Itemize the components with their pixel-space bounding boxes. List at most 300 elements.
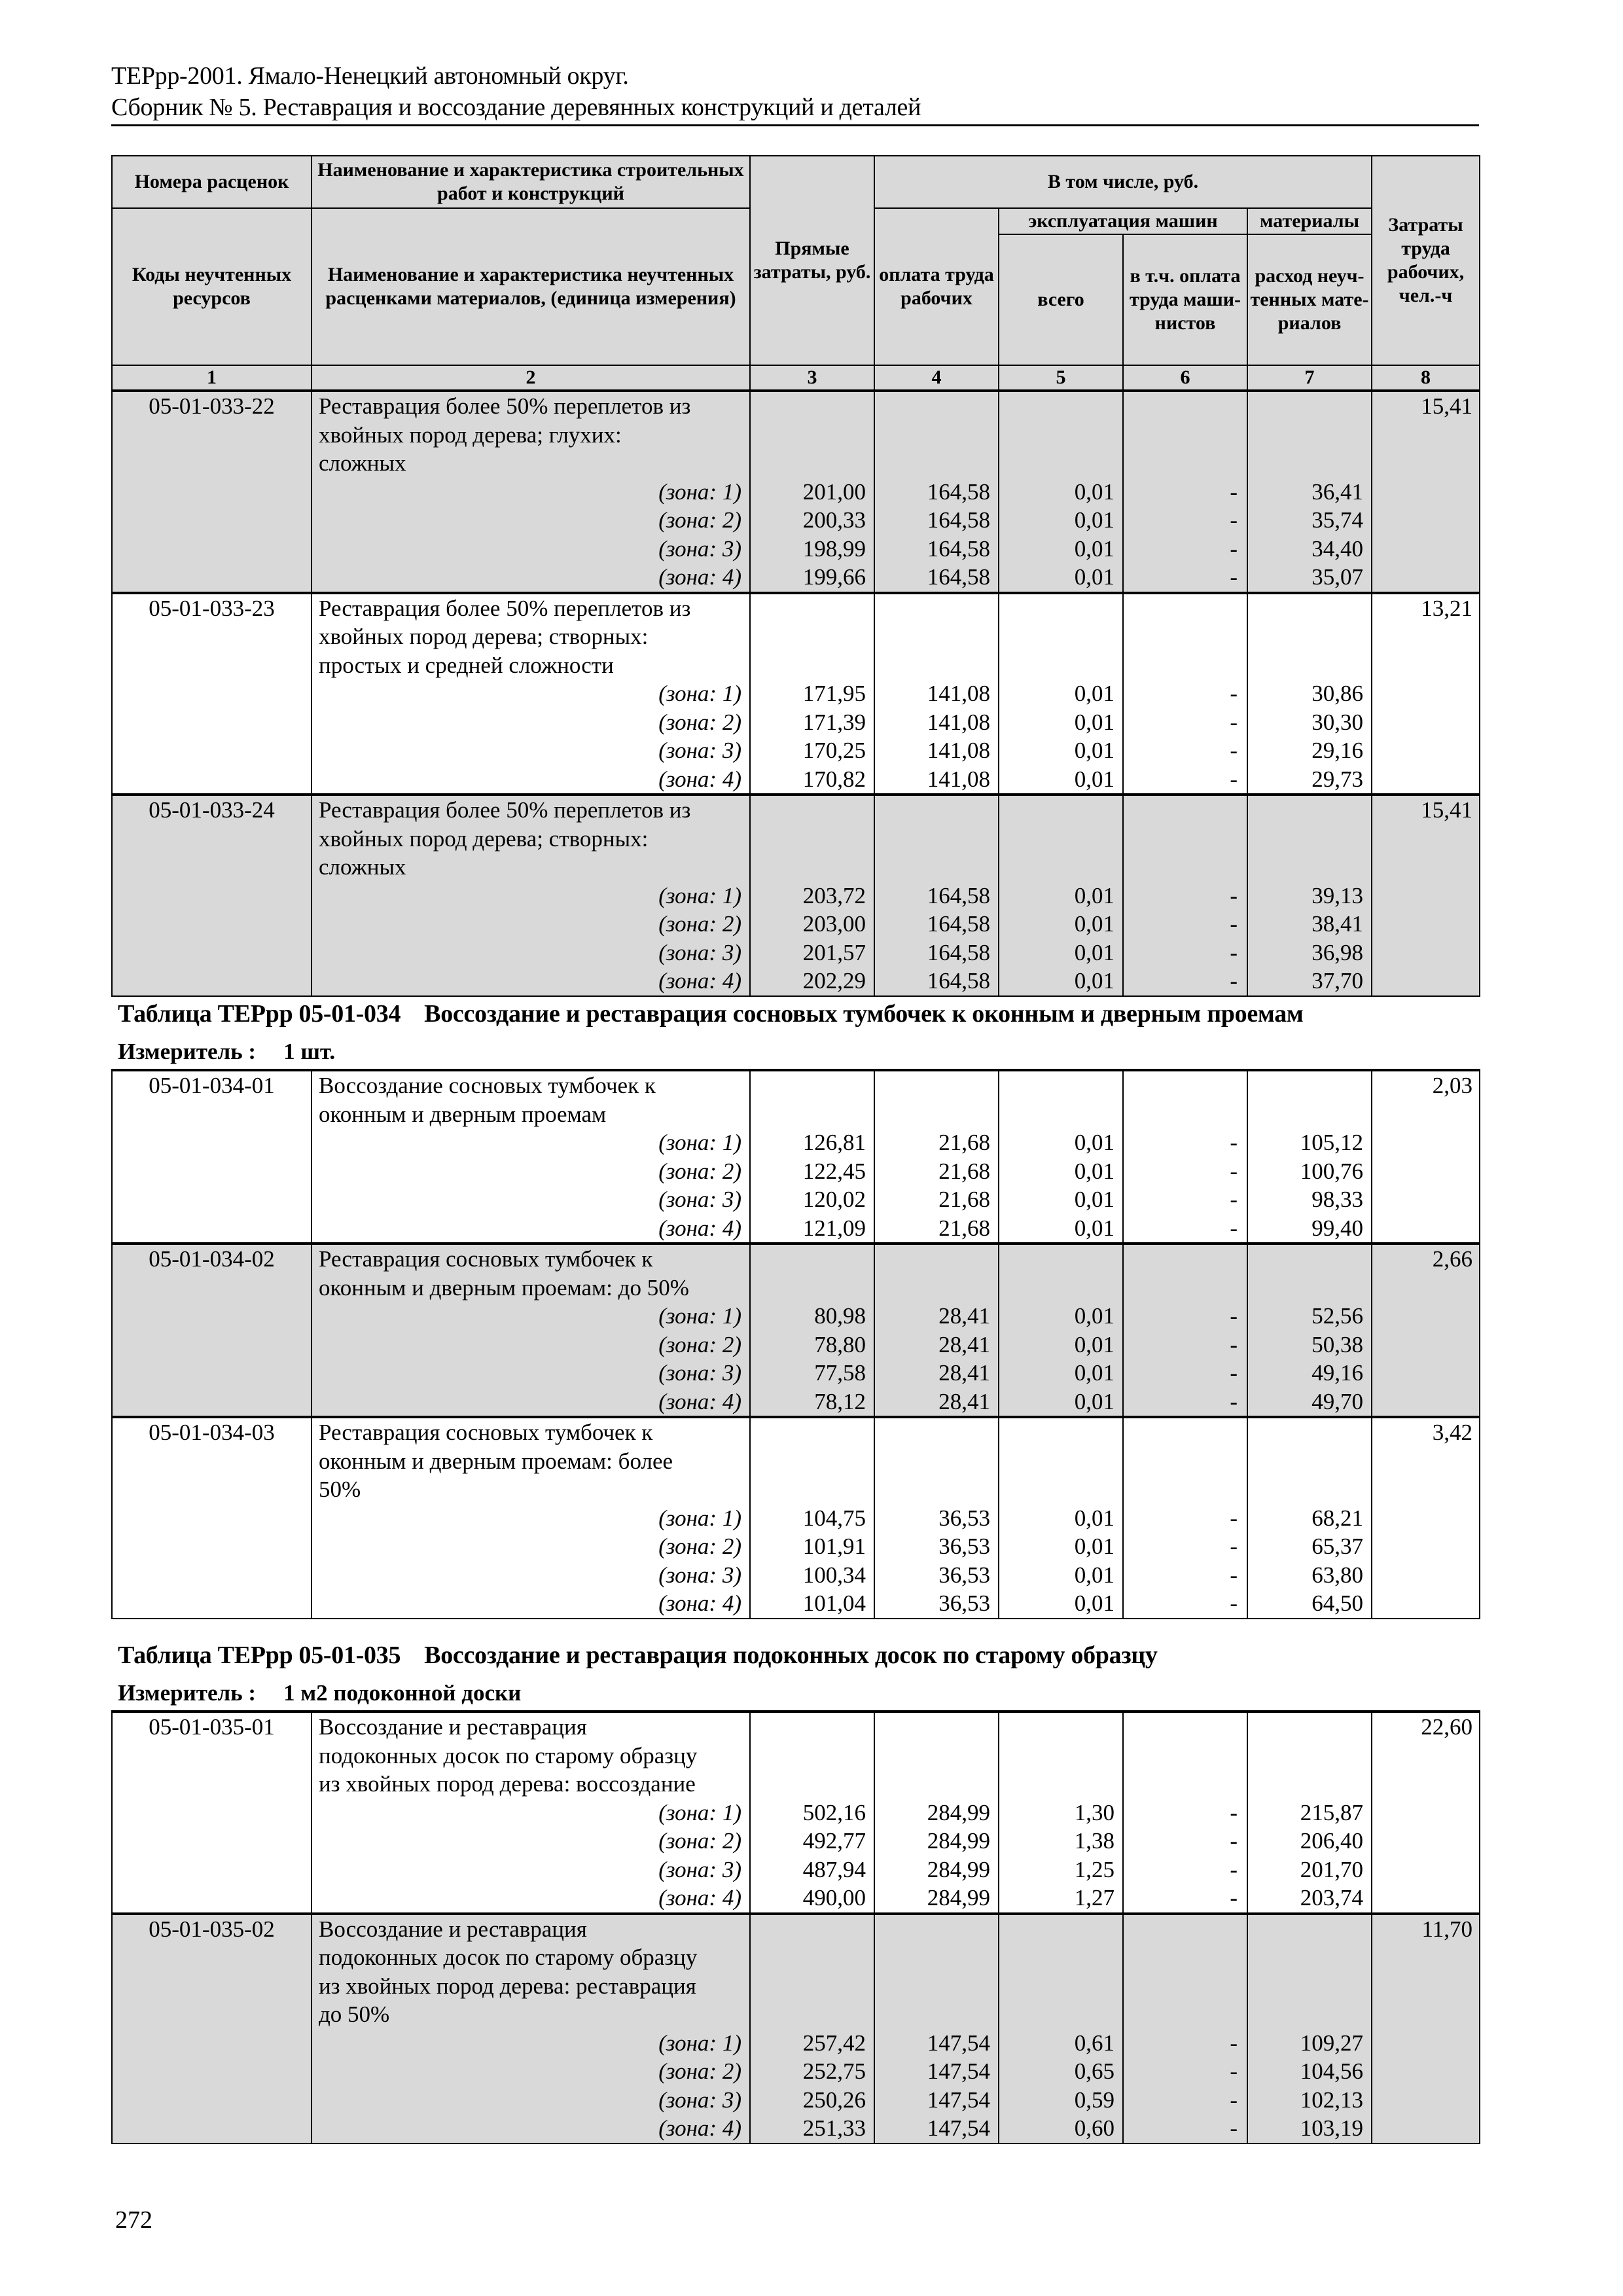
spacer [1124, 421, 1247, 450]
worker-pay-lines [875, 1071, 998, 1242]
spacer [875, 651, 998, 680]
materials-cell [1247, 1712, 1372, 1914]
spacer [875, 1274, 998, 1302]
materials-value: 206,40 [1300, 1828, 1363, 1854]
spacer [875, 1418, 998, 1447]
rate-code: 05-01-034-01 [149, 1073, 275, 1098]
materials-lines [1248, 1713, 1371, 1912]
direct-costs-value: 198,99 [802, 535, 866, 562]
spacer [1372, 421, 1479, 450]
machines-total-lines [999, 796, 1122, 996]
spacer [1372, 1742, 1479, 1770]
machines-total-value: 0,01 [1074, 738, 1115, 763]
collection-title: Сборник № 5. Реставрация и воссоздание деревянных конструкций и деталей [111, 94, 921, 121]
rate-description-cell [312, 593, 750, 795]
worker-pay-value: 28,41 [938, 1331, 990, 1357]
direct-costs-value: 490,00 [802, 1885, 866, 1910]
machinist-pay-value: - [1230, 2058, 1238, 2084]
spacer [1124, 1915, 1247, 1944]
spacer [1372, 1475, 1479, 1504]
machinist-pay-lines [1124, 392, 1247, 592]
spacer [1248, 1418, 1371, 1447]
spacer [1248, 1943, 1371, 1972]
rate-description-lines [312, 1713, 749, 1912]
rate-code-cell [112, 1244, 312, 1417]
spacer [875, 1770, 998, 1799]
spacer [1372, 1274, 1479, 1302]
spacer [875, 449, 998, 478]
direct-costs-cell [750, 795, 874, 996]
table-row [112, 1712, 1480, 1914]
rate-code: 05-01-034-02 [149, 1246, 275, 1272]
direct-costs-lines [751, 1418, 874, 1618]
description-line: Реставрация сосновых тумбочек к [319, 1420, 653, 1445]
description-line: хвойных пород дерева; створных: [319, 825, 649, 852]
rate-code-lines [113, 392, 311, 592]
machinist-pay-value: - [1230, 507, 1238, 533]
spacer [1372, 478, 1479, 507]
spacer [875, 1447, 998, 1476]
direct-costs-lines [751, 796, 874, 996]
spacer [113, 1943, 311, 1972]
spacer [1248, 449, 1371, 478]
table-row [112, 1914, 1480, 2144]
rate-description-lines [312, 796, 749, 996]
spacer [1372, 622, 1479, 651]
labor-cost-lines [1372, 594, 1479, 794]
rate-code: 05-01-033-23 [149, 595, 275, 621]
measure-value: 1 шт. [283, 1039, 336, 1064]
spacer [1124, 1770, 1247, 1799]
header-machines-total: всего [999, 234, 1123, 365]
rate-description-lines [312, 392, 749, 592]
description-line: из хвойных пород дерева: воссоздание [319, 1771, 696, 1797]
machines-total-value: 0,01 [1074, 681, 1115, 706]
spacer [1124, 1100, 1247, 1129]
spacer [999, 1475, 1122, 1504]
machines-total-value: 0,01 [1074, 766, 1115, 792]
table-header [112, 156, 1480, 391]
table-row [112, 1070, 1480, 1244]
spacer [113, 1388, 311, 1416]
rate-code-cell [112, 593, 312, 795]
machinist-pay-value: - [1230, 709, 1238, 735]
worker-pay-lines [875, 1418, 998, 1618]
spacer [751, 1770, 874, 1799]
machinist-pay-cell [1123, 795, 1247, 996]
description-line: хвойных пород дерева; створных: [319, 624, 649, 649]
description-line: подоконных досок по старому образцу [319, 1945, 698, 1970]
table-row [112, 795, 1480, 996]
machinist-pay-cell [1123, 1712, 1247, 1914]
spacer [875, 421, 998, 450]
materials-cell [1247, 795, 1372, 996]
direct-costs-cell [750, 593, 874, 795]
zone-label: (зона: 4) [658, 564, 741, 590]
direct-costs-lines [751, 1915, 874, 2143]
machines-total-lines [999, 1245, 1122, 1416]
spacer [1372, 1100, 1479, 1129]
materials-value: 63,80 [1311, 1562, 1363, 1588]
labor-cost-value: 11,70 [1421, 1916, 1472, 1942]
spacer [1124, 853, 1247, 882]
spacer [1124, 1972, 1247, 2001]
column-number: 1 [112, 365, 312, 391]
worker-pay-cell [874, 1914, 999, 2144]
description-line: из хвойных пород дерева: реставрация [319, 1973, 696, 1999]
worker-pay-value: 147,54 [927, 2058, 990, 2084]
spacer [1124, 1475, 1247, 1504]
header-resource-codes: Коды неучтенных ресурсов [112, 208, 312, 365]
spacer [999, 1915, 1122, 1944]
worker-pay-value: 147,54 [927, 2115, 990, 2141]
worker-pay-value: 21,68 [938, 1158, 990, 1184]
spacer [875, 1742, 998, 1770]
materials-lines [1248, 392, 1371, 592]
zone-label: (зона: 3) [658, 1562, 741, 1588]
spacer [1372, 2114, 1479, 2143]
labor-cost-lines [1372, 1713, 1479, 1912]
machines-total-value: 1,38 [1074, 1828, 1115, 1854]
spacer [1372, 1447, 1479, 1476]
spacer [113, 2086, 311, 2115]
spacer [1372, 1128, 1479, 1157]
rate-entry [112, 391, 1480, 593]
machinist-pay-value: - [1230, 1360, 1238, 1386]
rate-description-cell [312, 1914, 750, 2144]
materials-value: 49,70 [1311, 1388, 1363, 1414]
machinist-pay-value: - [1230, 478, 1238, 505]
machines-total-cell [999, 1712, 1123, 1914]
spacer [875, 1972, 998, 2001]
zone-label: (зона: 4) [658, 1590, 741, 1616]
machinist-pay-value: - [1230, 968, 1238, 994]
zone-label: (зона: 1) [658, 1799, 741, 1825]
spacer [751, 2000, 874, 2029]
spacer [875, 2000, 998, 2029]
spacer [999, 1742, 1122, 1770]
spacer [751, 1972, 874, 2001]
materials-cell [1247, 593, 1372, 795]
machinist-pay-value: - [1230, 1856, 1238, 1882]
section-name: Воссоздание и реставрация подоконных досок по старому образцу [424, 1641, 1158, 1669]
direct-costs-value: 77,58 [814, 1360, 866, 1386]
machines-total-value: 0,01 [1074, 1534, 1115, 1559]
worker-pay-lines [875, 796, 998, 996]
direct-costs-cell [750, 1244, 874, 1417]
header-material-consumption: расход неуч-тенных мате-риалов [1247, 234, 1372, 365]
materials-value: 38,41 [1311, 911, 1364, 937]
worker-pay-lines [875, 1713, 998, 1912]
rate-entry [112, 1070, 1480, 1244]
spacer [113, 1504, 311, 1533]
spacer [113, 708, 311, 737]
section-code: Таблица ТЕРрр 05-01-035 [118, 1641, 401, 1669]
spacer [1124, 1742, 1247, 1770]
spacer [1124, 1274, 1247, 1302]
machines-total-value: 0,01 [1074, 1215, 1115, 1241]
rate-code-lines [113, 1418, 311, 1618]
direct-costs-value: 126,81 [802, 1130, 866, 1155]
description-line: 50% [319, 1477, 361, 1502]
spacer [1248, 1475, 1371, 1504]
machinist-pay-value: - [1230, 1799, 1238, 1825]
labor-cost-value: 13,21 [1421, 595, 1473, 621]
spacer [113, 1475, 311, 1504]
machinist-pay-value: - [1230, 564, 1238, 590]
spacer [1124, 2000, 1247, 2029]
materials-value: 201,70 [1300, 1856, 1363, 1882]
spacer [1372, 1331, 1479, 1359]
worker-pay-lines [875, 1245, 998, 1416]
direct-costs-cell [750, 1914, 874, 2144]
spacer [1124, 651, 1247, 680]
worker-pay-value: 36,53 [938, 1505, 990, 1531]
materials-value: 105,12 [1300, 1130, 1363, 1155]
spacer [875, 796, 998, 825]
spacer [113, 1100, 311, 1129]
spacer [1248, 825, 1371, 853]
machines-total-value: 1,27 [1074, 1885, 1115, 1910]
worker-pay-cell [874, 795, 999, 996]
materials-value: 98,33 [1311, 1187, 1363, 1212]
materials-value: 64,50 [1311, 1590, 1363, 1616]
zone-label: (зона: 3) [658, 738, 741, 763]
spacer [113, 622, 311, 651]
materials-lines [1248, 1418, 1371, 1618]
machines-total-lines [999, 1915, 1122, 2143]
header-materials-group: материалы [1247, 208, 1372, 234]
spacer [875, 825, 998, 853]
worker-pay-value: 36,53 [938, 1562, 990, 1588]
rate-code: 05-01-035-01 [149, 1714, 275, 1740]
direct-costs-value: 170,82 [802, 766, 866, 792]
machines-total-value: 0,01 [1074, 1590, 1115, 1616]
rate-code-lines [113, 1245, 311, 1416]
table-row [112, 593, 1480, 795]
labor-cost-lines [1372, 1071, 1479, 1242]
direct-costs-lines [751, 1071, 874, 1242]
spacer [1248, 1713, 1371, 1742]
direct-costs-value: 203,72 [802, 882, 866, 908]
spacer [1372, 910, 1479, 939]
machines-total-value: 0,65 [1074, 2058, 1115, 2084]
direct-costs-value: 104,75 [802, 1505, 866, 1531]
spacer [1372, 1884, 1479, 1912]
spacer [875, 594, 998, 623]
materials-value: 65,37 [1311, 1534, 1363, 1559]
direct-costs-value: 250,26 [802, 2087, 866, 2113]
zone-label: (зона: 4) [658, 1388, 741, 1414]
rate-code-cell [112, 1070, 312, 1244]
spacer [999, 594, 1122, 623]
machines-total-lines [999, 1713, 1122, 1912]
direct-costs-value: 257,42 [802, 2030, 866, 2056]
materials-lines [1248, 1071, 1371, 1242]
spacer [1124, 1245, 1247, 1274]
measure-034 [118, 1037, 335, 1066]
machinist-pay-lines [1124, 1245, 1247, 1416]
labor-cost-value: 3,42 [1432, 1420, 1472, 1445]
machines-total-value: 0,01 [1074, 709, 1115, 735]
measure-035 [118, 1679, 521, 1708]
direct-costs-value: 502,16 [802, 1799, 866, 1825]
header-direct-costs: Прямые затраты, руб. [750, 156, 874, 365]
column-number: 3 [750, 365, 874, 391]
spacer [113, 1447, 311, 1476]
spacer [113, 535, 311, 564]
machinist-pay-lines [1124, 1915, 1247, 2143]
machinist-pay-value: - [1230, 939, 1238, 965]
spacer [999, 1447, 1122, 1476]
description-line: Реставрация более 50% переплетов из [319, 393, 691, 419]
spacer [1372, 2057, 1479, 2086]
spacer [1124, 1943, 1247, 1972]
spacer [1124, 594, 1247, 623]
machinist-pay-lines [1124, 1713, 1247, 1912]
spacer [113, 1742, 311, 1770]
header-machinist-pay: в т.ч. оплата труда маши-нистов [1123, 234, 1247, 365]
spacer [875, 1915, 998, 1944]
direct-costs-value: 120,02 [802, 1187, 866, 1212]
worker-pay-value: 141,08 [927, 738, 990, 763]
direct-costs-lines [751, 1713, 874, 1912]
labor-cost-cell [1372, 593, 1480, 795]
zone-label: (зона: 2) [658, 2058, 741, 2084]
spacer [113, 1274, 311, 1302]
worker-pay-value: 21,68 [938, 1130, 990, 1155]
spacer [113, 1302, 311, 1331]
direct-costs-value: 101,91 [802, 1534, 866, 1559]
machinist-pay-value: - [1230, 882, 1238, 908]
spacer [751, 1447, 874, 1476]
machinist-pay-lines [1124, 594, 1247, 794]
spacer [1372, 825, 1479, 853]
machinist-pay-value: - [1230, 738, 1238, 763]
materials-value: 99,40 [1311, 1215, 1363, 1241]
description-line: Реставрация более 50% переплетов из [319, 595, 691, 621]
zone-label: (зона: 2) [658, 507, 741, 533]
spacer [1372, 882, 1479, 910]
worker-pay-value: 164,58 [927, 939, 990, 965]
spacer [113, 1214, 311, 1243]
spacer [751, 1418, 874, 1447]
machines-total-value: 0,01 [1074, 939, 1115, 965]
header-including-group: В том числе, руб. [874, 156, 1372, 208]
spacer [875, 1713, 998, 1742]
zone-label: (зона: 3) [658, 939, 741, 965]
spacer [113, 825, 311, 853]
spacer [113, 939, 311, 967]
spacer [1372, 708, 1479, 737]
spacer [113, 1359, 311, 1388]
spacer [1124, 449, 1247, 478]
rate-entry [112, 593, 1480, 795]
zone-label: (зона: 3) [658, 1856, 741, 1882]
spacer [113, 1185, 311, 1214]
direct-costs-value: 101,04 [802, 1590, 866, 1616]
worker-pay-value: 21,68 [938, 1187, 990, 1212]
spacer [1372, 679, 1479, 708]
spacer [875, 1100, 998, 1129]
materials-value: 36,41 [1311, 478, 1364, 505]
spacer [113, 421, 311, 450]
spacer [1248, 1274, 1371, 1302]
worker-pay-value: 28,41 [938, 1360, 990, 1386]
section-title-034 [118, 998, 1304, 1030]
spacer [113, 882, 311, 910]
labor-cost-cell [1372, 1712, 1480, 1914]
spacer [113, 563, 311, 592]
rates-table-035 [111, 1710, 1480, 2144]
machinist-pay-value: - [1230, 2030, 1238, 2056]
worker-pay-value: 141,08 [927, 709, 990, 735]
description-line: подоконных досок по старому образцу [319, 1742, 698, 1768]
materials-value: 36,98 [1311, 939, 1364, 965]
spacer [1372, 1185, 1479, 1214]
worker-pay-value: 21,68 [938, 1215, 990, 1241]
spacer [1372, 853, 1479, 882]
rate-description-lines [312, 594, 749, 794]
worker-pay-value: 164,58 [927, 535, 990, 562]
machines-total-cell [999, 1914, 1123, 2144]
zone-label: (зона: 1) [658, 1505, 741, 1531]
machines-total-cell [999, 391, 1123, 593]
machines-total-value: 0,01 [1074, 1388, 1115, 1414]
measure-label: Измеритель : [118, 1680, 257, 1706]
machines-total-value: 0,01 [1074, 911, 1115, 937]
spacer [1372, 1770, 1479, 1799]
spacer [113, 651, 311, 680]
spacer [751, 1100, 874, 1129]
worker-pay-value: 28,41 [938, 1303, 990, 1329]
spacer [113, 1589, 311, 1618]
labor-cost-cell [1372, 1417, 1480, 1619]
labor-cost-cell [1372, 1914, 1480, 2144]
rate-code-lines [113, 1713, 311, 1912]
worker-pay-value: 141,08 [927, 766, 990, 792]
spacer [113, 2057, 311, 2086]
spacer [875, 1475, 998, 1504]
rate-code-cell [112, 391, 312, 593]
machinist-pay-value: - [1230, 1158, 1238, 1184]
worker-pay-cell [874, 1070, 999, 1244]
measure-label: Измеритель : [118, 1039, 257, 1064]
header-machines-group: эксплуатация машин [999, 208, 1247, 234]
spacer [1372, 1157, 1479, 1186]
materials-value: 29,16 [1311, 738, 1364, 763]
spacer [1248, 1071, 1371, 1100]
machinist-pay-value: - [1230, 681, 1238, 706]
rate-code-lines [113, 796, 311, 996]
materials-lines [1248, 1915, 1371, 2143]
machinist-pay-cell [1123, 593, 1247, 795]
labor-cost-value: 22,60 [1421, 1714, 1472, 1740]
spacer [751, 1274, 874, 1302]
direct-costs-value: 78,80 [814, 1331, 866, 1357]
description-line: простых и средней сложности [319, 652, 614, 678]
machines-total-cell [999, 1417, 1123, 1619]
rate-description-lines [312, 1245, 749, 1416]
worker-pay-value: 164,58 [927, 564, 990, 590]
spacer [1372, 1532, 1479, 1561]
page-header [111, 60, 1479, 126]
spacer [751, 594, 874, 623]
spacer [1248, 1245, 1371, 1274]
spacer [1372, 2029, 1479, 2058]
spacer [1372, 651, 1479, 680]
direct-costs-lines [751, 594, 874, 794]
